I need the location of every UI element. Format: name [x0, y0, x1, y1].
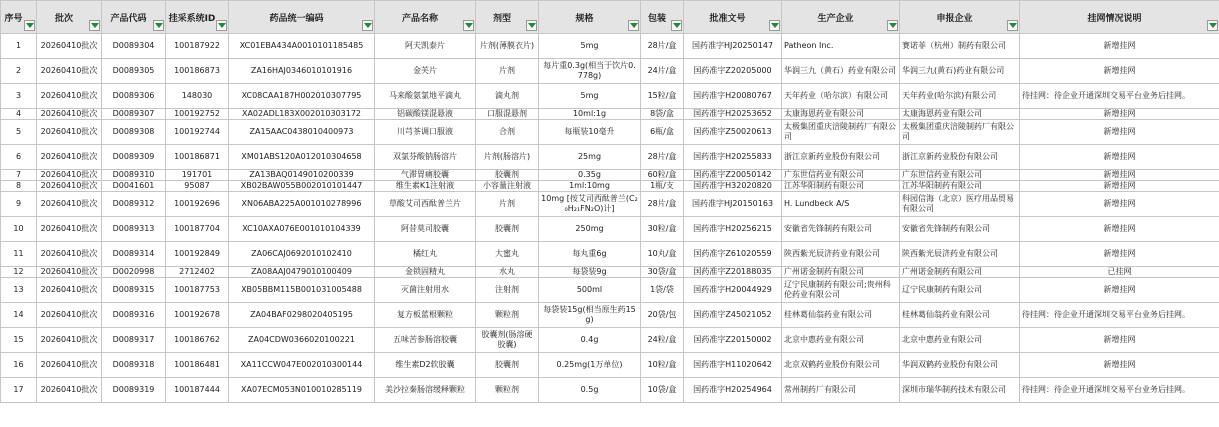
cell-spec[interactable]: 每片重0.3g(相当于饮片0.778g)	[539, 59, 641, 84]
column-header-label: 包装	[647, 13, 666, 24]
cell-spec[interactable]: 每袋装9g	[539, 267, 641, 278]
cell-batch[interactable]: 20260410批次	[37, 267, 102, 278]
table-row	[1, 242, 1219, 267]
cell-form[interactable]: 片剂(薄膜衣片)	[476, 34, 539, 59]
filter-dropdown-icon[interactable]	[216, 20, 227, 31]
column-header-label: 产品名称	[401, 13, 438, 24]
cell-batch[interactable]: 20260410批次	[37, 192, 102, 217]
cell-pack[interactable]: 8袋/盒	[641, 109, 684, 120]
cell-applicant[interactable]: 太康海恩药业有限公司	[900, 109, 1020, 120]
cell-batch[interactable]: 20260410批次	[37, 278, 102, 303]
cell-approval[interactable]: 国药准字H20044929	[684, 278, 782, 303]
cell-remark[interactable]: 新增挂网	[1020, 59, 1219, 84]
cell-remark[interactable]: 新增挂网	[1020, 181, 1219, 192]
cell-remark[interactable]: 新增挂网	[1020, 278, 1219, 303]
cell-code[interactable]: D0089319	[102, 378, 166, 403]
cell-pack[interactable]: 24片/盒	[641, 59, 684, 84]
cell-maker[interactable]: 陕西紫光辰济药业有限公司	[782, 242, 900, 267]
cell-sysid[interactable]: 100186871	[166, 145, 229, 170]
cell-uni[interactable]: ZA08AAJ0479010100409	[229, 267, 375, 278]
cell-spec[interactable]: 10ml:1g	[539, 109, 641, 120]
cell-code[interactable]: D0089304	[102, 34, 166, 59]
cell-maker[interactable]: 辽宁民康制药有限公司;贵州科伦药业有限公司	[782, 278, 900, 303]
cell-sysid[interactable]: 148030	[166, 84, 229, 109]
cell-code[interactable]: D0089318	[102, 353, 166, 378]
cell-name[interactable]: 气滞胃痛胶囊	[375, 170, 476, 181]
cell-seq[interactable]: 17	[1, 378, 37, 403]
cell-name[interactable]: 草酸艾司西酞普兰片	[375, 192, 476, 217]
cell-name[interactable]: 金锁固精丸	[375, 267, 476, 278]
table-row	[1, 328, 1219, 353]
cell-name[interactable]: 灭菌注射用水	[375, 278, 476, 303]
column-header-label: 剂型	[492, 13, 511, 24]
cell-name[interactable]: 美沙拉秦肠溶缓释颗粒	[375, 378, 476, 403]
cell-spec[interactable]: 250mg	[539, 217, 641, 242]
cell-batch[interactable]: 20260410批次	[37, 378, 102, 403]
cell-applicant[interactable]: 江苏华阳制药有限公司	[900, 181, 1020, 192]
column-header-remark	[1020, 1, 1219, 34]
cell-pack[interactable]: 28片/盒	[641, 34, 684, 59]
table-row	[1, 145, 1219, 170]
cell-uni[interactable]: ZA04CDW0366020100221	[229, 328, 375, 353]
table-row	[1, 378, 1219, 403]
cell-code[interactable]: D0089315	[102, 278, 166, 303]
filter-dropdown-icon[interactable]	[463, 20, 474, 31]
cell-seq[interactable]: 8	[1, 181, 37, 192]
cell-form[interactable]: 滴丸剂	[476, 84, 539, 109]
cell-spec[interactable]: 每瓶装10毫升	[539, 120, 641, 145]
cell-seq[interactable]: 4	[1, 109, 37, 120]
cell-uni[interactable]: ZA15AAC0438010400973	[229, 120, 375, 145]
cell-applicant[interactable]: 广州诺金制药有限公司	[900, 267, 1020, 278]
column-header-label: 批准文号	[709, 13, 746, 24]
filter-dropdown-icon[interactable]	[628, 20, 639, 31]
cell-form[interactable]: 小容量注射液	[476, 181, 539, 192]
cell-maker[interactable]: 广州诺金制药有限公司	[782, 267, 900, 278]
cell-maker[interactable]: 桂林葛仙翁药业有限公司	[782, 303, 900, 328]
cell-uni[interactable]: XM01ABS120A012010304658	[229, 145, 375, 170]
cell-sysid[interactable]: 100187444	[166, 378, 229, 403]
cell-seq[interactable]: 11	[1, 242, 37, 267]
column-header-name	[375, 1, 476, 34]
cell-applicant[interactable]: 科园信海（北京）医疗用品贸易有限公司	[900, 192, 1020, 217]
cell-remark[interactable]: 新增挂网	[1020, 120, 1219, 145]
cell-applicant[interactable]: 陕西紫光辰济药业有限公司	[900, 242, 1020, 267]
cell-form[interactable]: 片剂	[476, 192, 539, 217]
cell-pack[interactable]: 30袋/盒	[641, 267, 684, 278]
cell-remark[interactable]: 新增挂网	[1020, 328, 1219, 353]
cell-remark[interactable]: 新增挂网	[1020, 34, 1219, 59]
cell-applicant[interactable]: 华润三九(黄石)药业有限公司	[900, 59, 1020, 84]
cell-batch[interactable]: 20260410批次	[37, 84, 102, 109]
cell-sysid[interactable]: 100192678	[166, 303, 229, 328]
cell-seq[interactable]: 1	[1, 34, 37, 59]
cell-approval[interactable]: 国药准字H20080767	[684, 84, 782, 109]
cell-form[interactable]: 胶囊剂(肠溶硬胶囊)	[476, 328, 539, 353]
cell-code[interactable]: D0089309	[102, 145, 166, 170]
cell-form[interactable]: 胶囊剂	[476, 217, 539, 242]
table-row	[1, 192, 1219, 217]
cell-pack[interactable]: 1瓶/支	[641, 181, 684, 192]
cell-uni[interactable]: XB05BBM115B001031005488	[229, 278, 375, 303]
cell-pack[interactable]: 15粒/盒	[641, 84, 684, 109]
cell-name[interactable]: 复方板蓝根颗粒	[375, 303, 476, 328]
cell-maker[interactable]: 安徽省先锋制药有限公司	[782, 217, 900, 242]
cell-seq[interactable]: 13	[1, 278, 37, 303]
filter-dropdown-icon[interactable]	[362, 20, 373, 31]
cell-sysid[interactable]: 191701	[166, 170, 229, 181]
column-header-label: 挂采系统ID	[168, 13, 216, 24]
cell-name[interactable]: 铝碳酸镁混悬液	[375, 109, 476, 120]
column-header-form	[476, 1, 539, 34]
filter-dropdown-icon[interactable]	[1007, 20, 1018, 31]
cell-approval[interactable]: 国药准字H11020642	[684, 353, 782, 378]
filter-dropdown-icon[interactable]	[89, 20, 100, 31]
cell-applicant[interactable]: 浙江京新药业股份有限公司	[900, 145, 1020, 170]
cell-sysid[interactable]: 100186762	[166, 328, 229, 353]
cell-pack[interactable]: 20袋/包	[641, 303, 684, 328]
cell-sysid[interactable]: 100187704	[166, 217, 229, 242]
cell-approval[interactable]: 国药准字Z50020613	[684, 120, 782, 145]
column-header-label: 申报企业	[936, 13, 973, 24]
cell-remark[interactable]: 待挂网：待企业开通深圳交易平台业务后挂网。	[1020, 84, 1219, 109]
cell-applicant[interactable]: 天年药业(哈尔滨)有限公司	[900, 84, 1020, 109]
cell-seq[interactable]: 10	[1, 217, 37, 242]
cell-code[interactable]: D0089307	[102, 109, 166, 120]
cell-batch[interactable]: 20260410批次	[37, 242, 102, 267]
cell-name[interactable]: 川芎茶调口服液	[375, 120, 476, 145]
column-header-label: 序号	[4, 13, 23, 24]
cell-pack[interactable]: 28片/盒	[641, 192, 684, 217]
cell-spec[interactable]: 0.4g	[539, 328, 641, 353]
column-header-label: 规格	[575, 13, 594, 24]
cell-spec[interactable]: 0.35g	[539, 170, 641, 181]
cell-spec[interactable]: 25mg	[539, 145, 641, 170]
cell-spec[interactable]: 0.25mg(1万单位)	[539, 353, 641, 378]
cell-code[interactable]: D0089306	[102, 84, 166, 109]
column-header-applicant	[900, 1, 1020, 34]
column-header-uni	[229, 1, 375, 34]
cell-applicant[interactable]: 辽宁民康制药有限公司	[900, 278, 1020, 303]
cell-code[interactable]: D0041601	[102, 181, 166, 192]
table-row	[1, 59, 1219, 84]
filter-dropdown-icon[interactable]	[1207, 20, 1218, 31]
cell-applicant[interactable]: 北京中惠药业有限公司	[900, 328, 1020, 353]
cell-form[interactable]: 颗粒剂	[476, 378, 539, 403]
cell-seq[interactable]: 3	[1, 84, 37, 109]
cell-applicant[interactable]: 安徽省先锋制药有限公司	[900, 217, 1020, 242]
cell-approval[interactable]: 国药准字Z20205000	[684, 59, 782, 84]
cell-approval[interactable]: 国药准字H20255833	[684, 145, 782, 170]
cell-uni[interactable]: XC10AXA076E001010104339	[229, 217, 375, 242]
cell-pack[interactable]: 10丸/盒	[641, 242, 684, 267]
column-header-maker	[782, 1, 900, 34]
cell-form[interactable]: 注射剂	[476, 278, 539, 303]
cell-seq[interactable]: 15	[1, 328, 37, 353]
cell-sysid[interactable]: 100192752	[166, 109, 229, 120]
cell-code[interactable]: D0089305	[102, 59, 166, 84]
cell-form[interactable]: 胶囊剂	[476, 170, 539, 181]
table-row	[1, 120, 1219, 145]
filter-dropdown-icon[interactable]	[153, 20, 164, 31]
cell-uni[interactable]: XB02BAW055B002010101447	[229, 181, 375, 192]
filter-dropdown-icon[interactable]	[526, 20, 537, 31]
cell-uni[interactable]: ZA16HAJ0346010101916	[229, 59, 375, 84]
cell-batch[interactable]: 20260410批次	[37, 34, 102, 59]
cell-remark[interactable]: 新增挂网	[1020, 170, 1219, 181]
cell-remark[interactable]: 新增挂网	[1020, 217, 1219, 242]
cell-batch[interactable]: 20260410批次	[37, 109, 102, 120]
column-header-label: 生产企业	[817, 13, 854, 24]
cell-name[interactable]: 金芙片	[375, 59, 476, 84]
cell-batch[interactable]: 20260410批次	[37, 217, 102, 242]
cell-spec[interactable]: 500ml	[539, 278, 641, 303]
cell-sysid[interactable]: 100186481	[166, 353, 229, 378]
filter-dropdown-icon[interactable]	[769, 20, 780, 31]
cell-approval[interactable]: 国药准字H20253652	[684, 109, 782, 120]
cell-code[interactable]: D0089314	[102, 242, 166, 267]
cell-pack[interactable]: 6瓶/盒	[641, 120, 684, 145]
cell-maker[interactable]: 华润三九（黄石）药业有限公司	[782, 59, 900, 84]
cell-sysid[interactable]: 100192744	[166, 120, 229, 145]
cell-sysid[interactable]: 100192849	[166, 242, 229, 267]
cell-approval[interactable]: 国药准字HJ20150163	[684, 192, 782, 217]
cell-name[interactable]: 维生素K1注射液	[375, 181, 476, 192]
table-row	[1, 217, 1219, 242]
table-row	[1, 109, 1219, 120]
column-header-seq	[1, 1, 37, 34]
cell-code[interactable]: D0089310	[102, 170, 166, 181]
cell-applicant[interactable]: 华润双鹤药业股份有限公司	[900, 353, 1020, 378]
cell-seq[interactable]: 7	[1, 170, 37, 181]
cell-maker[interactable]: H. Lundbeck A/S	[782, 192, 900, 217]
cell-remark[interactable]: 待挂网：待企业开通深圳交易平台业务后挂网。	[1020, 303, 1219, 328]
cell-name[interactable]: 橘红丸	[375, 242, 476, 267]
cell-pack[interactable]: 24粒/盒	[641, 328, 684, 353]
cell-form[interactable]: 水丸	[476, 267, 539, 278]
cell-approval[interactable]: 国药准字H32020820	[684, 181, 782, 192]
cell-maker[interactable]: 浙江京新药业股份有限公司	[782, 145, 900, 170]
cell-seq[interactable]: 5	[1, 120, 37, 145]
cell-pack[interactable]: 60粒/盒	[641, 170, 684, 181]
cell-uni[interactable]: ZA13BAQ0149010200339	[229, 170, 375, 181]
cell-name[interactable]: 五味苦参肠溶胶囊	[375, 328, 476, 353]
cell-approval[interactable]: 国药准字Z20150002	[684, 328, 782, 353]
column-header-pack	[641, 1, 684, 34]
table-row	[1, 353, 1219, 378]
cell-form[interactable]: 口服混悬剂	[476, 109, 539, 120]
column-header-label: 批次	[54, 13, 73, 24]
cell-seq[interactable]: 9	[1, 192, 37, 217]
cell-remark[interactable]: 待挂网：待企业开通深圳交易平台业务后挂网。	[1020, 378, 1219, 403]
column-header-label: 药品统一编码	[269, 13, 324, 24]
cell-code[interactable]: D0020998	[102, 267, 166, 278]
column-header-batch	[37, 1, 102, 34]
cell-remark[interactable]: 新增挂网	[1020, 353, 1219, 378]
cell-code[interactable]: D0089313	[102, 217, 166, 242]
cell-batch[interactable]: 20260410批次	[37, 353, 102, 378]
cell-uni[interactable]: ZA06CAJ0692010102410	[229, 242, 375, 267]
cell-approval[interactable]: 国药准字Z20050142	[684, 170, 782, 181]
filter-dropdown-icon[interactable]	[887, 20, 898, 31]
cell-remark[interactable]: 新增挂网	[1020, 242, 1219, 267]
cell-remark[interactable]: 新增挂网	[1020, 109, 1219, 120]
cell-form[interactable]: 胶囊剂	[476, 353, 539, 378]
cell-uni[interactable]: XC01EBA434A0010101185485	[229, 34, 375, 59]
cell-form[interactable]: 颗粒剂	[476, 303, 539, 328]
cell-form[interactable]: 片剂	[476, 59, 539, 84]
cell-seq[interactable]: 2	[1, 59, 37, 84]
cell-spec[interactable]: 5mg	[539, 34, 641, 59]
table-row	[1, 303, 1219, 328]
cell-batch[interactable]: 20260410批次	[37, 328, 102, 353]
cell-maker[interactable]: 常州制药厂有限公司	[782, 378, 900, 403]
cell-approval[interactable]: 国药准字H20254964	[684, 378, 782, 403]
cell-uni[interactable]: ZA04BAF0298020405195	[229, 303, 375, 328]
cell-seq[interactable]: 12	[1, 267, 37, 278]
cell-applicant[interactable]: 赛诺菲（杭州）制药有限公司	[900, 34, 1020, 59]
cell-form[interactable]: 合剂	[476, 120, 539, 145]
cell-sysid[interactable]: 100187922	[166, 34, 229, 59]
header-row	[1, 1, 1219, 34]
cell-sysid[interactable]: 100192696	[166, 192, 229, 217]
column-header-label: 挂网情况说明	[1087, 13, 1142, 24]
cell-spec[interactable]: 每袋装15g(相当原生药15g)	[539, 303, 641, 328]
cell-maker[interactable]: 江苏华阳制药有限公司	[782, 181, 900, 192]
table-row	[1, 34, 1219, 59]
cell-approval[interactable]: 国药准字Z61020559	[684, 242, 782, 267]
cell-applicant[interactable]: 深圳市瑞华制药技术有限公司	[900, 378, 1020, 403]
cell-maker[interactable]: 北京双鹤药业股份有限公司	[782, 353, 900, 378]
cell-form[interactable]: 片剂(肠溶片)	[476, 145, 539, 170]
cell-code[interactable]: D0089316	[102, 303, 166, 328]
cell-maker[interactable]: Patheon Inc.	[782, 34, 900, 59]
cell-pack[interactable]: 28片/盒	[641, 145, 684, 170]
filter-dropdown-icon[interactable]	[671, 20, 682, 31]
cell-pack[interactable]: 1袋/袋	[641, 278, 684, 303]
cell-code[interactable]: D0089317	[102, 328, 166, 353]
cell-pack[interactable]: 10袋/盒	[641, 378, 684, 403]
filter-dropdown-icon[interactable]	[24, 20, 35, 31]
cell-sysid[interactable]: 100186873	[166, 59, 229, 84]
cell-maker[interactable]: 北京中惠药业有限公司	[782, 328, 900, 353]
cell-approval[interactable]: 国药准字Z45021052	[684, 303, 782, 328]
cell-batch[interactable]: 20260410批次	[37, 59, 102, 84]
cell-remark[interactable]: 已挂网	[1020, 267, 1219, 278]
cell-batch[interactable]: 20260410批次	[37, 181, 102, 192]
cell-name[interactable]: 马来酸氨氯地平滴丸	[375, 84, 476, 109]
table-row	[1, 84, 1219, 109]
cell-sysid[interactable]: 2712402	[166, 267, 229, 278]
cell-uni[interactable]: XN06ABA225A001010278996	[229, 192, 375, 217]
table-row	[1, 267, 1219, 278]
cell-uni[interactable]: XC08CAA187H002010307795	[229, 84, 375, 109]
table-row	[1, 181, 1219, 192]
column-header-spec	[539, 1, 641, 34]
cell-uni[interactable]: XA11CCW047E002010300144	[229, 353, 375, 378]
cell-uni[interactable]: XA02ADL183X002010303172	[229, 109, 375, 120]
cell-code[interactable]: D0089308	[102, 120, 166, 145]
cell-batch[interactable]: 20260410批次	[37, 145, 102, 170]
cell-applicant[interactable]: 桂林葛仙翁药业有限公司	[900, 303, 1020, 328]
table-body	[1, 34, 1219, 403]
cell-spec[interactable]: 1ml:10mg	[539, 181, 641, 192]
column-header-code	[102, 1, 166, 34]
cell-name[interactable]: 阿夫凯泰片	[375, 34, 476, 59]
cell-pack[interactable]: 30粒/盒	[641, 217, 684, 242]
cell-applicant[interactable]: 广东世信药业有限公司	[900, 170, 1020, 181]
cell-maker[interactable]: 广东世信药业有限公司	[782, 170, 900, 181]
cell-seq[interactable]: 14	[1, 303, 37, 328]
cell-seq[interactable]: 6	[1, 145, 37, 170]
cell-spec[interactable]: 10mg [按艾司西酞普兰(C₂₀H₂₁FN₂O)计]	[539, 192, 641, 217]
column-header-sysid	[166, 1, 229, 34]
table-row	[1, 170, 1219, 181]
cell-maker[interactable]: 太康海恩药业有限公司	[782, 109, 900, 120]
column-header-approval	[684, 1, 782, 34]
cell-uni[interactable]: XA07ECM053N010010285119	[229, 378, 375, 403]
cell-name[interactable]: 维生素D2软胶囊	[375, 353, 476, 378]
table-row	[1, 278, 1219, 303]
cell-approval[interactable]: 国药准字HJ20250147	[684, 34, 782, 59]
cell-approval[interactable]: 国药准字Z20188035	[684, 267, 782, 278]
cell-sysid[interactable]: 100187753	[166, 278, 229, 303]
column-header-label: 产品代码	[110, 13, 147, 24]
cell-batch[interactable]: 20260410批次	[37, 120, 102, 145]
cell-batch[interactable]: 20260410批次	[37, 303, 102, 328]
cell-remark[interactable]: 新增挂网	[1020, 192, 1219, 217]
cell-remark[interactable]: 新增挂网	[1020, 145, 1219, 170]
cell-applicant[interactable]: 太极集团重庆涪陵制药厂有限公司	[900, 120, 1020, 145]
cell-pack[interactable]: 10粒/盒	[641, 353, 684, 378]
cell-name[interactable]: 双氯芬酸钠肠溶片	[375, 145, 476, 170]
cell-seq[interactable]: 16	[1, 353, 37, 378]
cell-approval[interactable]: 国药准字H20256215	[684, 217, 782, 242]
cell-maker[interactable]: 太极集团重庆涪陵制药厂有限公司	[782, 120, 900, 145]
cell-name[interactable]: 阿昔莫司胶囊	[375, 217, 476, 242]
cell-spec[interactable]: 每丸重6g	[539, 242, 641, 267]
cell-code[interactable]: D0089312	[102, 192, 166, 217]
cell-maker[interactable]: 天年药业（哈尔滨）有限公司	[782, 84, 900, 109]
cell-batch[interactable]: 20260410批次	[37, 170, 102, 181]
cell-sysid[interactable]: 95087	[166, 181, 229, 192]
cell-spec[interactable]: 5mg	[539, 84, 641, 109]
cell-form[interactable]: 大蜜丸	[476, 242, 539, 267]
cell-spec[interactable]: 0.5g	[539, 378, 641, 403]
